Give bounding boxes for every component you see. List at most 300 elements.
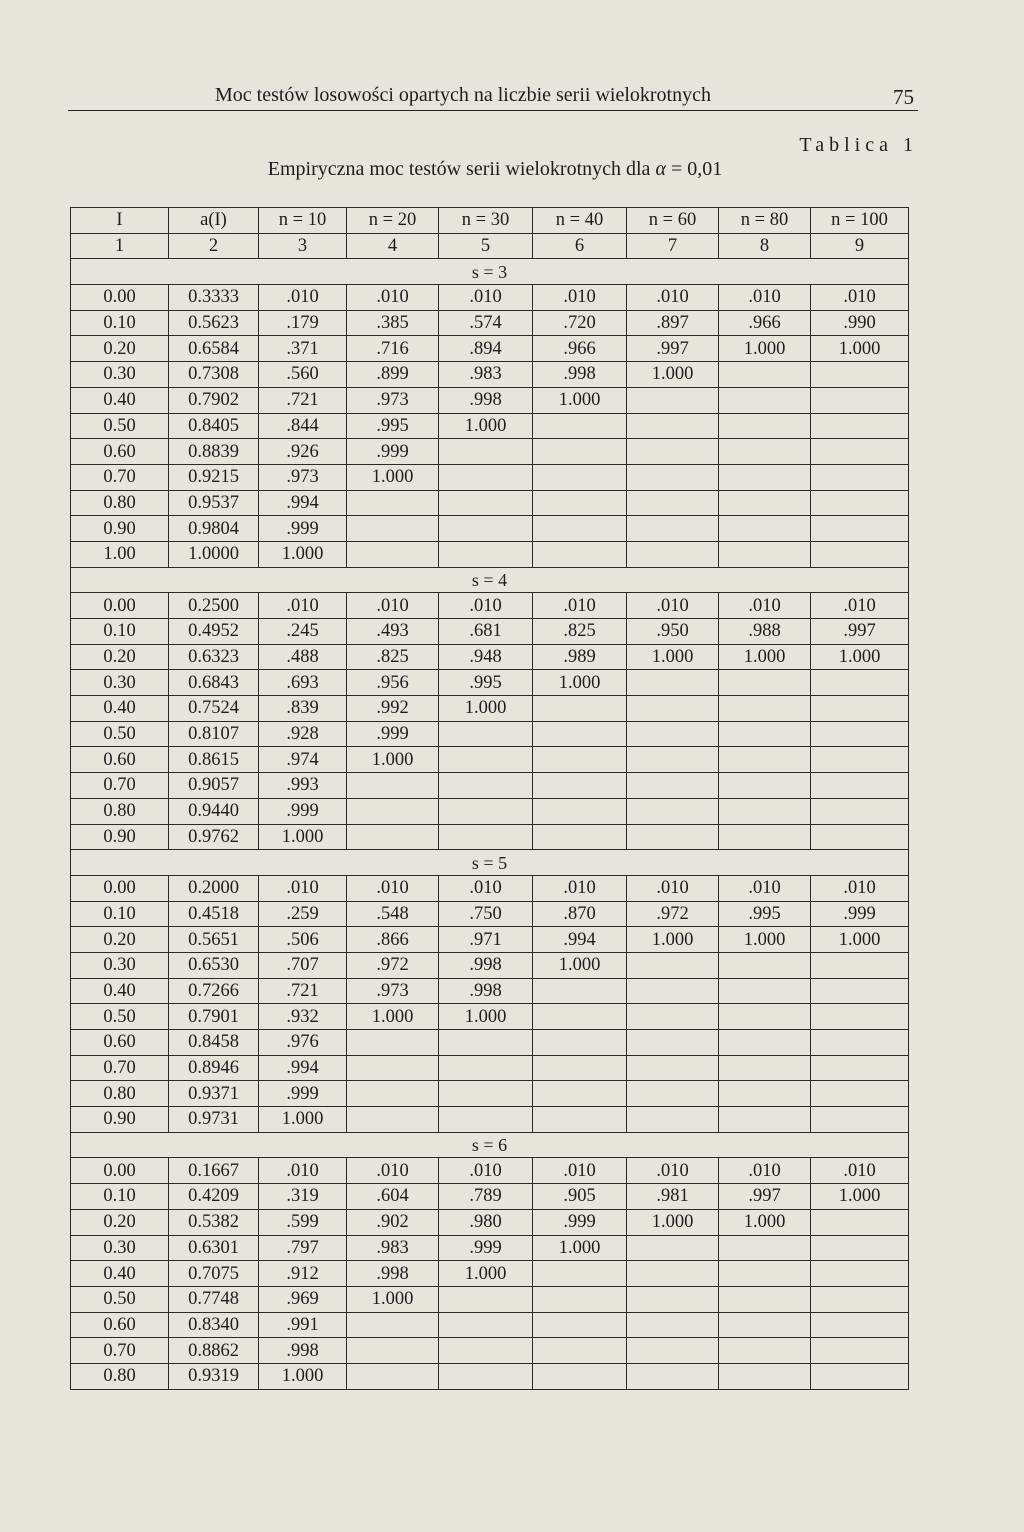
- table-cell: [811, 1081, 909, 1107]
- table-cell: .980: [439, 1209, 533, 1235]
- table-cell: [719, 1338, 811, 1364]
- table-cell: [439, 1363, 533, 1389]
- table-cell: 1.000: [347, 1004, 439, 1030]
- table-cell: [627, 464, 719, 490]
- table-cell: .010: [811, 875, 909, 901]
- table-cell: [719, 1107, 811, 1133]
- table-cell: .179: [259, 310, 347, 336]
- table-cell: [811, 798, 909, 824]
- table-row: [71, 1235, 909, 1261]
- table-cell: [811, 1363, 909, 1389]
- table-cell: [533, 696, 627, 722]
- table-row: [71, 1363, 909, 1389]
- table-cell: .010: [811, 593, 909, 619]
- table-cell: [439, 1286, 533, 1312]
- table-cell: [811, 952, 909, 978]
- table-cell: .999: [439, 1235, 533, 1261]
- table-cell: [719, 1081, 811, 1107]
- table-cell: [719, 387, 811, 413]
- table-cell: 0.20: [71, 644, 169, 670]
- table-cell: .969: [259, 1286, 347, 1312]
- section-label: s = 5: [71, 850, 909, 876]
- table-cell: .966: [719, 310, 811, 336]
- table-cell: 1.000: [439, 1261, 533, 1287]
- table-cell: [533, 413, 627, 439]
- table-cell: [533, 773, 627, 799]
- table-cell: .604: [347, 1184, 439, 1210]
- table-cell: 0.10: [71, 310, 169, 336]
- table-cell: [627, 721, 719, 747]
- table-cell: [811, 413, 909, 439]
- table-label: Tablica 1: [799, 134, 918, 156]
- table-row: [71, 1158, 909, 1184]
- table-cell: .010: [719, 593, 811, 619]
- table-cell: [439, 773, 533, 799]
- table-cell: [719, 721, 811, 747]
- table-row: [71, 824, 909, 850]
- table-cell: .993: [259, 773, 347, 799]
- table-cell: [533, 1081, 627, 1107]
- table-cell: 0.50: [71, 1286, 169, 1312]
- table-cell: [533, 721, 627, 747]
- table-body: [71, 259, 909, 1389]
- table-cell: [811, 362, 909, 388]
- table-cell: .948: [439, 644, 533, 670]
- table-cell: [719, 1286, 811, 1312]
- table-cell: [627, 773, 719, 799]
- table-cell: [719, 978, 811, 1004]
- table-cell: 0.90: [71, 516, 169, 542]
- table-cell: .971: [439, 927, 533, 953]
- table-cell: [347, 824, 439, 850]
- table-cell: 0.40: [71, 387, 169, 413]
- table-cell: [439, 1312, 533, 1338]
- table-cell: 1.000: [811, 336, 909, 362]
- table-cell: [533, 1055, 627, 1081]
- column-number: 8: [719, 233, 811, 259]
- table-cell: .371: [259, 336, 347, 362]
- table-cell: 0.70: [71, 1338, 169, 1364]
- table-cell: .973: [259, 464, 347, 490]
- header-cell: n = 40: [533, 208, 627, 234]
- table-cell: 0.7748: [169, 1286, 259, 1312]
- table-cell: 0.7266: [169, 978, 259, 1004]
- table-row: [71, 1338, 909, 1364]
- table-cell: 0.9537: [169, 490, 259, 516]
- table-cell: .319: [259, 1184, 347, 1210]
- column-number: 6: [533, 233, 627, 259]
- table-cell: 0.40: [71, 1261, 169, 1287]
- table-cell: 1.000: [347, 1286, 439, 1312]
- table-row: [71, 1312, 909, 1338]
- table-cell: .899: [347, 362, 439, 388]
- table-cell: .707: [259, 952, 347, 978]
- table-cell: .999: [811, 901, 909, 927]
- table-cell: [533, 824, 627, 850]
- table-cell: [533, 978, 627, 1004]
- table-cell: [719, 696, 811, 722]
- table-cell: .750: [439, 901, 533, 927]
- table-cell: 0.9731: [169, 1107, 259, 1133]
- table-cell: .560: [259, 362, 347, 388]
- table-row: [71, 747, 909, 773]
- section-row: [71, 850, 909, 876]
- table-cell: [811, 670, 909, 696]
- table-cell: [627, 1235, 719, 1261]
- table-cell: 1.000: [811, 644, 909, 670]
- table-cell: [627, 798, 719, 824]
- table-cell: [347, 541, 439, 567]
- table-cell: 0.6843: [169, 670, 259, 696]
- header-cell: a(I): [169, 208, 259, 234]
- column-number: 9: [811, 233, 909, 259]
- table-cell: [533, 1338, 627, 1364]
- table-row: [71, 1030, 909, 1056]
- table-cell: 0.80: [71, 490, 169, 516]
- table-cell: [347, 1363, 439, 1389]
- table-cell: .010: [347, 285, 439, 311]
- table-cell: [533, 490, 627, 516]
- table-cell: 0.6323: [169, 644, 259, 670]
- table-row: [71, 1055, 909, 1081]
- table-cell: 1.000: [259, 1363, 347, 1389]
- table-row: [71, 1081, 909, 1107]
- table-cell: 1.00: [71, 541, 169, 567]
- table-cell: [533, 747, 627, 773]
- table-cell: 1.000: [719, 927, 811, 953]
- table-cell: [347, 798, 439, 824]
- table-cell: [719, 1004, 811, 1030]
- table-cell: .999: [347, 439, 439, 465]
- table-row: [71, 696, 909, 722]
- table-cell: [719, 362, 811, 388]
- table-cell: .839: [259, 696, 347, 722]
- table-cell: 1.000: [719, 644, 811, 670]
- table-cell: [719, 1261, 811, 1287]
- table-cell: .994: [259, 490, 347, 516]
- table-cell: [347, 1055, 439, 1081]
- header-cell: n = 10: [259, 208, 347, 234]
- table-cell: 0.70: [71, 1055, 169, 1081]
- table-cell: 0.3333: [169, 285, 259, 311]
- table-cell: [627, 670, 719, 696]
- table-cell: .010: [259, 1158, 347, 1184]
- table-cell: 0.10: [71, 1184, 169, 1210]
- table-cell: .999: [259, 516, 347, 542]
- table-cell: 0.9057: [169, 773, 259, 799]
- table-cell: 0.80: [71, 798, 169, 824]
- table-cell: 0.8107: [169, 721, 259, 747]
- table-cell: 0.8340: [169, 1312, 259, 1338]
- column-number-row: [71, 233, 909, 259]
- table-cell: .998: [439, 387, 533, 413]
- table-cell: [533, 1030, 627, 1056]
- table-cell: .997: [627, 336, 719, 362]
- table-cell: [627, 1081, 719, 1107]
- table-cell: 0.4952: [169, 619, 259, 645]
- table-cell: [627, 439, 719, 465]
- header-cell: n = 100: [811, 208, 909, 234]
- table-cell: [811, 464, 909, 490]
- table-cell: 0.50: [71, 1004, 169, 1030]
- table-cell: [627, 1107, 719, 1133]
- table-cell: .681: [439, 619, 533, 645]
- table-cell: 0.8405: [169, 413, 259, 439]
- table-cell: [811, 978, 909, 1004]
- table-cell: 0.30: [71, 1235, 169, 1261]
- section-row: [71, 567, 909, 593]
- table-cell: 0.00: [71, 285, 169, 311]
- table-cell: .010: [259, 285, 347, 311]
- table-row: [71, 541, 909, 567]
- table-cell: 1.000: [439, 413, 533, 439]
- table-cell: .981: [627, 1184, 719, 1210]
- table-row: [71, 927, 909, 953]
- table-cell: .992: [347, 696, 439, 722]
- table-row: [71, 285, 909, 311]
- table-cell: 1.000: [439, 1004, 533, 1030]
- table-cell: 0.20: [71, 336, 169, 362]
- table-cell: 1.000: [811, 927, 909, 953]
- table-cell: .897: [627, 310, 719, 336]
- table-cell: .994: [259, 1055, 347, 1081]
- table-cell: .825: [347, 644, 439, 670]
- table-cell: [627, 387, 719, 413]
- table-row: [71, 593, 909, 619]
- header-cell: n = 30: [439, 208, 533, 234]
- table-cell: 1.000: [259, 824, 347, 850]
- table-cell: [533, 1312, 627, 1338]
- table-cell: .010: [439, 1158, 533, 1184]
- table-cell: [719, 1312, 811, 1338]
- table-cell: 0.00: [71, 875, 169, 901]
- table-cell: 1.0000: [169, 541, 259, 567]
- column-number: 3: [259, 233, 347, 259]
- table-cell: [719, 952, 811, 978]
- table-cell: 0.90: [71, 1107, 169, 1133]
- table-cell: .956: [347, 670, 439, 696]
- section-label: s = 6: [71, 1132, 909, 1158]
- table-row: [71, 773, 909, 799]
- caption-value: = 0,01: [670, 158, 723, 180]
- table-row: [71, 310, 909, 336]
- table-row: [71, 387, 909, 413]
- table-cell: 0.7075: [169, 1261, 259, 1287]
- table-cell: [439, 824, 533, 850]
- table-cell: [533, 439, 627, 465]
- table-cell: 0.7308: [169, 362, 259, 388]
- table-cell: [811, 490, 909, 516]
- table-row: [71, 619, 909, 645]
- table-cell: 0.40: [71, 978, 169, 1004]
- table-cell: .721: [259, 978, 347, 1004]
- table-cell: .999: [347, 721, 439, 747]
- table-cell: .998: [439, 952, 533, 978]
- table-cell: 0.10: [71, 901, 169, 927]
- table-row: [71, 798, 909, 824]
- table-cell: [811, 541, 909, 567]
- table-row: [71, 670, 909, 696]
- table-cell: [811, 1261, 909, 1287]
- table-cell: [439, 516, 533, 542]
- table-cell: [719, 1055, 811, 1081]
- table-cell: [627, 490, 719, 516]
- table-cell: .493: [347, 619, 439, 645]
- header-cell: n = 80: [719, 208, 811, 234]
- table-cell: 0.70: [71, 773, 169, 799]
- table-cell: [719, 439, 811, 465]
- table-cell: 0.70: [71, 464, 169, 490]
- table-row: [71, 362, 909, 388]
- table-cell: [811, 1312, 909, 1338]
- table-cell: [627, 696, 719, 722]
- table-cell: [533, 541, 627, 567]
- table-cell: [439, 798, 533, 824]
- table-cell: .385: [347, 310, 439, 336]
- table-cell: [347, 1338, 439, 1364]
- table-cell: 0.00: [71, 1158, 169, 1184]
- table-row: [71, 901, 909, 927]
- table-cell: .894: [439, 336, 533, 362]
- table-cell: [627, 1286, 719, 1312]
- table-cell: 0.5382: [169, 1209, 259, 1235]
- table-cell: .870: [533, 901, 627, 927]
- table-cell: .928: [259, 721, 347, 747]
- table-cell: 1.000: [719, 336, 811, 362]
- table-cell: .721: [259, 387, 347, 413]
- table-cell: [719, 413, 811, 439]
- column-number: 7: [627, 233, 719, 259]
- table-cell: .998: [533, 362, 627, 388]
- table-cell: 0.9319: [169, 1363, 259, 1389]
- header-cell: n = 60: [627, 208, 719, 234]
- table-cell: .010: [533, 875, 627, 901]
- table-cell: [811, 696, 909, 722]
- section-row: [71, 259, 909, 285]
- table-cell: 0.8458: [169, 1030, 259, 1056]
- table-cell: .999: [259, 1081, 347, 1107]
- table-cell: .997: [811, 619, 909, 645]
- table-cell: 1.000: [627, 644, 719, 670]
- table-cell: [439, 1055, 533, 1081]
- table-cell: .825: [533, 619, 627, 645]
- table-cell: .010: [259, 875, 347, 901]
- table-cell: .973: [347, 387, 439, 413]
- table-cell: [627, 516, 719, 542]
- table-cell: 0.50: [71, 413, 169, 439]
- table-cell: [439, 490, 533, 516]
- table-cell: 0.60: [71, 1312, 169, 1338]
- table-cell: [533, 1261, 627, 1287]
- table-cell: 0.60: [71, 747, 169, 773]
- table-cell: 0.50: [71, 721, 169, 747]
- table-row: [71, 490, 909, 516]
- table-cell: [627, 747, 719, 773]
- table-cell: .789: [439, 1184, 533, 1210]
- table-cell: .950: [627, 619, 719, 645]
- table-cell: .010: [627, 593, 719, 619]
- table-cell: [719, 798, 811, 824]
- table-cell: .976: [259, 1030, 347, 1056]
- table-cell: .995: [719, 901, 811, 927]
- table-cell: [347, 773, 439, 799]
- table-cell: .983: [347, 1235, 439, 1261]
- table-cell: [719, 773, 811, 799]
- table-cell: 0.4518: [169, 901, 259, 927]
- table-cell: .010: [439, 593, 533, 619]
- power-table: [70, 207, 909, 1390]
- table-cell: .997: [719, 1184, 811, 1210]
- table-cell: .974: [259, 747, 347, 773]
- section-row: [71, 1132, 909, 1158]
- table-cell: .999: [533, 1209, 627, 1235]
- table-cell: 0.5651: [169, 927, 259, 953]
- table-cell: 1.000: [259, 1107, 347, 1133]
- table-cell: .998: [259, 1338, 347, 1364]
- table-cell: 0.30: [71, 670, 169, 696]
- table-cell: .548: [347, 901, 439, 927]
- table-cell: [533, 1004, 627, 1030]
- table-cell: .245: [259, 619, 347, 645]
- table-cell: 0.10: [71, 619, 169, 645]
- table-cell: [719, 490, 811, 516]
- table-cell: 0.40: [71, 696, 169, 722]
- table-cell: [627, 413, 719, 439]
- table-cell: .010: [627, 1158, 719, 1184]
- column-number: 1: [71, 233, 169, 259]
- table-cell: [627, 1363, 719, 1389]
- table-cell: [627, 978, 719, 1004]
- caption-symbol: α: [655, 158, 666, 180]
- table-cell: 0.30: [71, 362, 169, 388]
- table-cell: 1.000: [627, 927, 719, 953]
- table-cell: .988: [719, 619, 811, 645]
- table-cell: 0.6530: [169, 952, 259, 978]
- table-cell: .599: [259, 1209, 347, 1235]
- table-cell: 0.20: [71, 927, 169, 953]
- table-cell: [347, 1312, 439, 1338]
- table-cell: .983: [439, 362, 533, 388]
- table-row: [71, 516, 909, 542]
- table-cell: .998: [439, 978, 533, 1004]
- table-cell: [719, 1363, 811, 1389]
- table-cell: .693: [259, 670, 347, 696]
- table-cell: 0.6584: [169, 336, 259, 362]
- column-number: 4: [347, 233, 439, 259]
- table-cell: 1.000: [533, 387, 627, 413]
- table-cell: [533, 1286, 627, 1312]
- table-cell: [533, 516, 627, 542]
- table-cell: .488: [259, 644, 347, 670]
- table-cell: 0.1667: [169, 1158, 259, 1184]
- table-cell: .926: [259, 439, 347, 465]
- table-cell: .844: [259, 413, 347, 439]
- table-cell: .998: [347, 1261, 439, 1287]
- table-cell: [533, 1363, 627, 1389]
- table-row: [71, 1286, 909, 1312]
- table-cell: [811, 516, 909, 542]
- caption-text: Empiryczna moc testów serii wielokrotnych dla: [267, 158, 651, 180]
- table-cell: [347, 1107, 439, 1133]
- table-cell: [627, 824, 719, 850]
- table-row: [71, 1261, 909, 1287]
- table-cell: [811, 1209, 909, 1235]
- table-cell: [439, 1081, 533, 1107]
- table-cell: 0.8615: [169, 747, 259, 773]
- table-cell: .912: [259, 1261, 347, 1287]
- table-row: [71, 464, 909, 490]
- table-cell: .506: [259, 927, 347, 953]
